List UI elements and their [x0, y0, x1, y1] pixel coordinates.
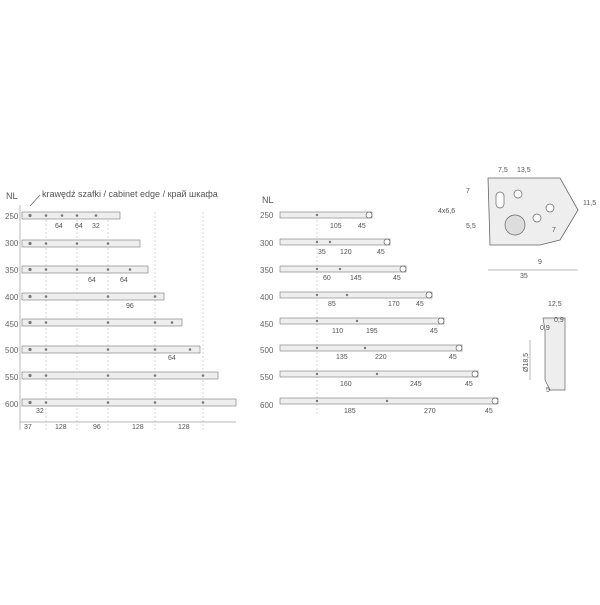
middle-dim-300-c: 45: [377, 249, 385, 256]
middle-rail-250: [280, 212, 372, 218]
left-dim-250-a: 64: [55, 223, 63, 230]
middle-wheel-350: [400, 266, 406, 272]
middle-wheel-450: [438, 318, 444, 324]
left-rail-550: [22, 372, 218, 379]
detail-top-dim-6: 11,5: [583, 200, 597, 207]
left-nl-350: 350: [5, 266, 19, 275]
middle-dim-350-c: 45: [393, 275, 401, 282]
detail-top-dim-1: 7,5: [498, 167, 508, 174]
middle-dim-300-b: 120: [340, 249, 352, 256]
middle-nl-350: 350: [260, 266, 274, 275]
left-nl-450: 450: [5, 320, 19, 329]
middle-wheel-600: [492, 398, 498, 404]
middle-dim-550-c: 45: [465, 381, 473, 388]
middle-nl-400: 400: [260, 293, 274, 302]
middle-rail-500: [280, 345, 462, 351]
detail-top-dim-7: 7: [552, 227, 556, 234]
left-nl-550: 550: [5, 373, 19, 382]
middle-nl-600: 600: [260, 401, 274, 410]
middle-nl-550: 550: [260, 373, 274, 382]
left-bottom-dim-4: 128: [132, 424, 144, 431]
middle-dim-550-a: 160: [340, 381, 352, 388]
middle-wheel-500: [456, 345, 462, 351]
middle-dim-400-c: 45: [416, 301, 424, 308]
middle-nl-250: 250: [260, 211, 274, 220]
middle-wheel-250: [366, 212, 372, 218]
detail-bottom-dim-5: 5: [546, 387, 550, 394]
middle-dim-550-b: 245: [410, 381, 422, 388]
middle-dim-350-a: 60: [323, 275, 331, 282]
left-nl-250: 250: [5, 212, 19, 221]
middle-dim-600-c: 45: [485, 408, 493, 415]
middle-dim-250-b: 45: [358, 223, 366, 230]
left-rail-300: [22, 240, 140, 247]
detail-top-dim-8: 9: [538, 259, 542, 266]
middle-dim-450-c: 45: [430, 328, 438, 335]
middle-dim-400-a: 85: [328, 301, 336, 308]
left-bottom-dim-1: 37: [24, 424, 32, 431]
middle-dim-500-a: 135: [336, 354, 348, 361]
detail-bottom-dim-4: Ø18,5: [523, 352, 530, 372]
detail-top-dim-2: 13,5: [517, 167, 531, 174]
left-bottom-dim-2: 128: [55, 424, 67, 431]
middle-dim-600-a: 185: [344, 408, 356, 415]
middle-wheel-550: [472, 371, 478, 377]
left-dim-500-a: 64: [168, 355, 176, 362]
detail-bottom-profile: [523, 301, 565, 394]
left-rail-500: [22, 346, 200, 353]
detail-top-dim-3: 7: [466, 188, 470, 195]
detail-top-dim-5: 5,5: [466, 223, 476, 230]
left-dim-600-a: 32: [36, 408, 44, 415]
left-dim-350-a: 64: [88, 277, 96, 284]
cabinet-edge-leader: [30, 195, 40, 206]
bracket-hole-right: [546, 204, 554, 212]
left-nl-header: NL: [6, 191, 18, 201]
middle-dim-450-a: 110: [332, 328, 344, 335]
middle-nl-500: 500: [260, 346, 274, 355]
left-bottom-dim-3: 96: [93, 424, 101, 431]
middle-rail-550: [280, 371, 478, 377]
middle-rail-450: [280, 318, 444, 324]
middle-dim-350-b: 145: [350, 275, 362, 282]
middle-wheel-400: [426, 292, 432, 298]
middle-dim-450-b: 195: [366, 328, 378, 335]
left-bottom-dim-5: 128: [178, 424, 190, 431]
detail-bottom-dim-3: 0,9: [540, 325, 550, 332]
middle-rail-350: [280, 266, 406, 272]
left-nl-400: 400: [5, 293, 19, 302]
middle-dim-500-b: 220: [375, 354, 387, 361]
cabinet-edge-label: krawędź szafki / cabinet edge / край шкафа: [42, 189, 218, 199]
left-panel: [5, 189, 236, 431]
middle-dim-600-b: 270: [424, 408, 436, 415]
left-dim-250-c: 32: [92, 223, 100, 230]
detail-top-dim-9: 35: [520, 273, 528, 280]
left-nl-500: 500: [5, 346, 19, 355]
bracket-hole-top: [514, 190, 522, 198]
middle-dim-250-a: 105: [330, 223, 342, 230]
left-rail-250: [22, 212, 120, 219]
left-nl-600: 600: [5, 400, 19, 409]
middle-nl-header: NL: [262, 195, 274, 205]
left-nl-300: 300: [5, 239, 19, 248]
middle-panel: [260, 195, 498, 415]
middle-rail-600: [280, 398, 498, 404]
bracket-large-hole: [505, 215, 525, 235]
detail-top-bracket: [438, 167, 596, 280]
bracket-slot: [496, 192, 504, 208]
middle-rail-300: [280, 239, 390, 245]
left-dim-350-b: 64: [120, 277, 128, 284]
bracket-hole-mid: [533, 214, 541, 222]
middle-dim-500-c: 45: [449, 354, 457, 361]
left-dim-250-b: 64: [75, 223, 83, 230]
middle-wheel-300: [384, 239, 390, 245]
left-dim-400-a: 96: [126, 303, 134, 310]
detail-bottom-dim-1: 12,5: [548, 301, 562, 308]
detail-top-dim-4: 4x6,6: [438, 208, 456, 215]
bracket-outline: [488, 178, 578, 245]
middle-nl-450: 450: [260, 320, 274, 329]
detail-bottom-dim-2: 0,9: [554, 317, 564, 324]
middle-dim-300-a: 35: [318, 249, 326, 256]
middle-nl-300: 300: [260, 239, 274, 248]
middle-dim-400-b: 170: [388, 301, 400, 308]
middle-rail-400: [280, 292, 432, 298]
left-rail-400: [22, 293, 164, 300]
